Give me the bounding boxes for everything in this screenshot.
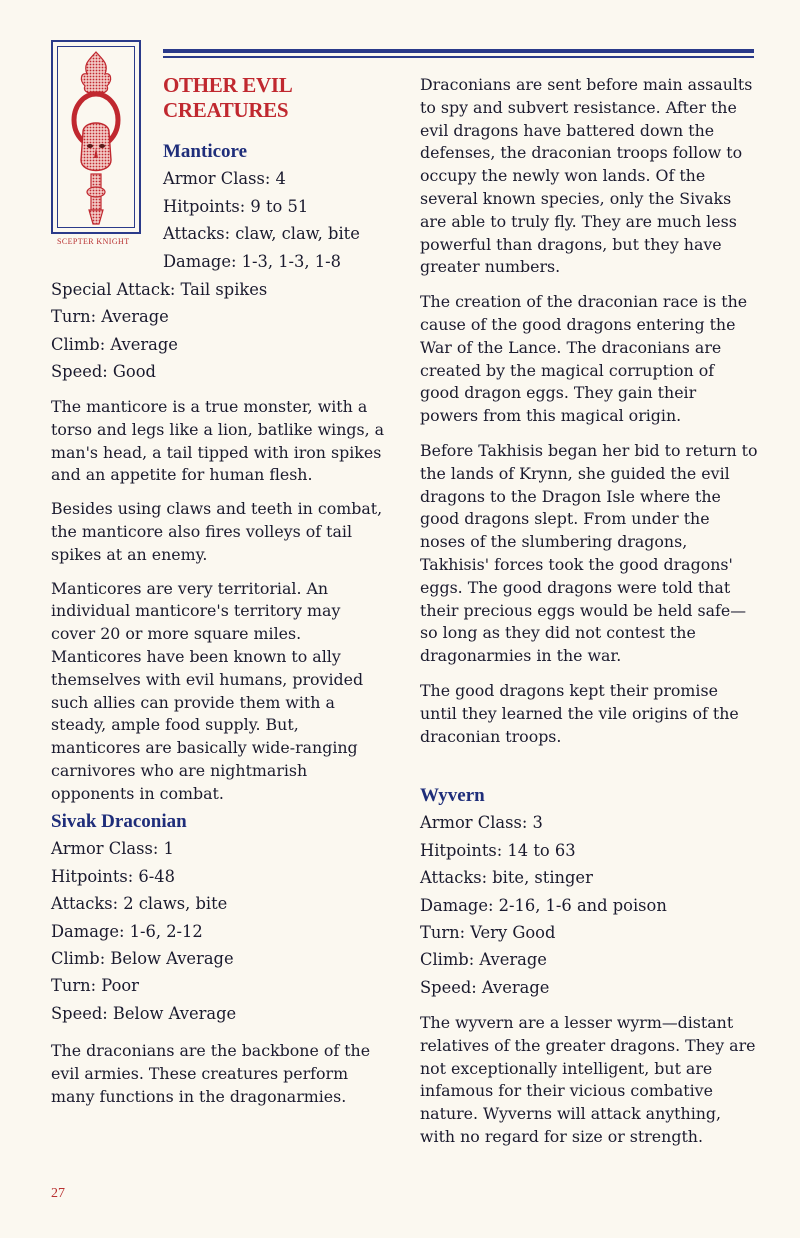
stat-line: Damage: 2-16, 1-6 and poison — [420, 895, 667, 915]
header-rule-thin — [163, 56, 754, 58]
stat-line: Armor Class: 1 — [51, 839, 174, 859]
stat-line: Turn: Poor — [51, 976, 139, 996]
paragraph: Draconians are sent before main assaults to spy and subvert resistance. After the evil dragons have battered down the defenses, the draconian troops follow to occupy the newly won lands. Of the several known species, only the Sivaks are able to truly fly. They are much less powerful than dragons, but they have greater numbers. — [420, 75, 753, 277]
section-title-line-2: CREATURES — [163, 98, 289, 122]
manticore-header — [163, 138, 393, 275]
paragraph: Manticores are very territorial. An individual manticore's territory may cover 20 or more square miles. Manticores have been known to ally themselves with evil humans, provided such allies can provide them with a steady, ample food supply. But, manticores are basically wide-ranging carnivores who are nightmarish opponents in combat. — [51, 578, 364, 803]
stat-line: Attacks: bite, stinger — [420, 868, 593, 888]
manticore-description — [51, 396, 386, 806]
stat-line: Speed: Below Average — [51, 1003, 237, 1023]
wyvern-description — [420, 1012, 758, 1149]
stat-line: Climb: Average — [51, 334, 178, 354]
stat-line: Damage: 1-3, 1-3, 1-8 — [163, 251, 341, 271]
paragraph: Before Takhisis began her bid to return to the lands of Krynn, she guided the evil dragons to the Dragon Isle where the good dragons slept. From under the noses of the slumbering dragons, Takhisis' forces took the good dragons' eggs. The good dragons were told that their precious eggs would be held safe—so long as they did not contest the dragonarmies in the war. — [420, 440, 758, 666]
paragraph: The draconians are the backbone of the evil armies. These creatures perform many functions in the dragonarmies. — [51, 1041, 371, 1106]
paragraph: The creation of the draconian race is the cause of the good dragons entering the War of the Lance. The draconians are created by the magical corruption of good dragon eggs. They gain their powers from this magical origin. — [420, 292, 748, 426]
stat-line: Attacks: claw, claw, bite — [163, 224, 360, 244]
paragraph: The good dragons kept their promise until they learned the vile origins of the draconian troops. — [420, 680, 739, 746]
stat-line: Special Attack: Tail spikes — [51, 280, 268, 299]
sivak-heading: Sivak Draconian — [51, 811, 187, 832]
paragraph: The wyvern are a lesser wyrm—distant relatives of the greater dragons. They are not exceptionally intelligent, but are infamous for their vicious combative nature. Wyverns will attack anything, with no regard for size or strength. — [420, 1013, 756, 1146]
sivak-intro — [51, 1040, 386, 1108]
wyvern-heading: Wyvern — [420, 785, 485, 806]
paragraph: Besides using claws and teeth in combat, the manticore also fires volleys of tail spikes at an enemy. — [51, 499, 383, 564]
sivak-section — [51, 808, 391, 1027]
section-title-line-1: OTHER EVIL — [163, 73, 293, 97]
stat-line: Speed: Average — [420, 977, 550, 997]
paragraph: The manticore is a true monster, with a torso and legs like a lion, batlike wings, a man's head, a tail tipped with iron spikes and an appetite for human flesh. — [51, 397, 385, 485]
right-column — [420, 74, 758, 748]
stat-line: Hitpoints: 6-48 — [51, 866, 176, 886]
header-rule-thick — [163, 49, 754, 53]
page-number: 27 — [51, 1186, 65, 1201]
stat-line: Damage: 1-6, 2-12 — [51, 921, 203, 941]
stat-line: Hitpoints: 14 to 63 — [420, 840, 576, 860]
manticore-more-stats — [51, 276, 391, 386]
scepter-knight-emblem — [51, 40, 141, 234]
wyvern-section — [420, 782, 758, 1001]
emblem-caption: SCEPTER KNIGHT — [57, 237, 130, 246]
stat-line: Armor Class: 3 — [420, 813, 543, 833]
manticore-heading: Manticore — [163, 141, 248, 162]
stat-line: Attacks: 2 claws, bite — [51, 894, 228, 914]
scepter-knight-icon — [53, 42, 139, 232]
stat-line: Turn: Average — [51, 307, 169, 327]
section-title-block — [163, 73, 393, 123]
stat-line: Climb: Below Average — [51, 949, 234, 969]
stat-line: Armor Class: 4 — [163, 169, 286, 189]
stat-line: Hitpoints: 9 to 51 — [163, 196, 309, 216]
stat-line: Climb: Average — [420, 950, 547, 970]
stat-line: Turn: Very Good — [420, 923, 556, 943]
stat-line: Speed: Good — [51, 362, 156, 382]
